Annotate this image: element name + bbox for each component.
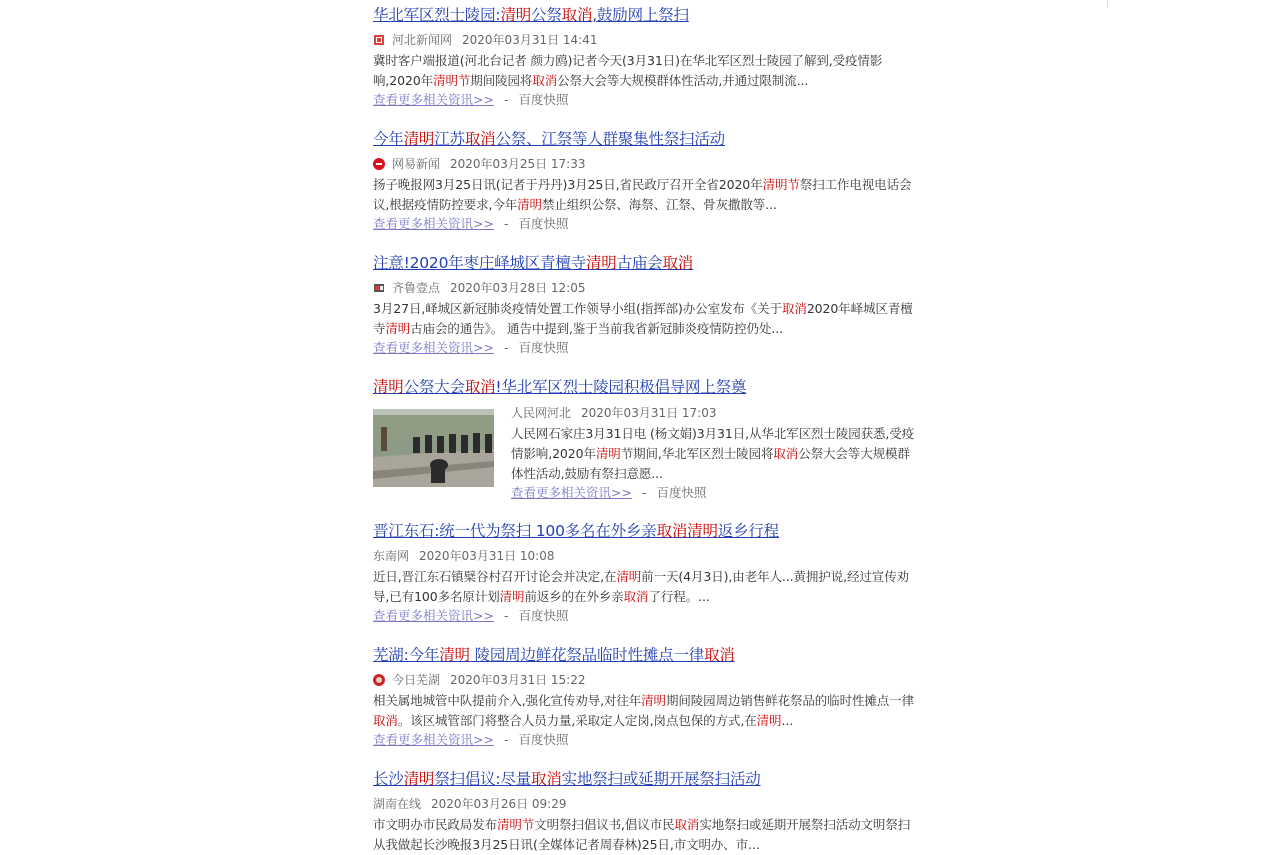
highlight-keyword: 清明 bbox=[595, 446, 621, 461]
result-links bbox=[373, 606, 918, 626]
source-name: 齐鲁壹点 bbox=[392, 281, 441, 295]
result-title-link[interactable] bbox=[373, 253, 918, 273]
text-segment: 公祭大会等大规模群体性活动,鼓励有祭扫意愿... bbox=[511, 446, 910, 481]
text-segment: 。该区城管部门将整合人员力量,采取定人定岗,岗点包保的方式,在 bbox=[397, 713, 757, 728]
result-links bbox=[373, 730, 918, 750]
netease-icon bbox=[373, 158, 385, 170]
more-news-link[interactable]: 查看更多相关资讯>> bbox=[373, 216, 494, 231]
result-title-link[interactable] bbox=[373, 377, 918, 397]
result-title-link[interactable] bbox=[373, 521, 918, 541]
wuhu-icon bbox=[373, 674, 385, 686]
text-segment: ,鼓励网上祭扫 bbox=[592, 6, 689, 24]
result-title-link[interactable] bbox=[373, 5, 918, 25]
result-meta bbox=[373, 796, 918, 812]
highlight-keyword: 清明节 bbox=[433, 73, 471, 88]
highlight-keyword: 取消 bbox=[561, 6, 593, 24]
publish-time: 2020年03月31日 17:03 bbox=[581, 406, 717, 420]
cemetery-photo-thumbnail[interactable] bbox=[373, 409, 494, 487]
link-separator: - bbox=[503, 92, 509, 107]
search-result bbox=[373, 253, 918, 358]
result-body bbox=[373, 405, 918, 503]
highlight-keyword: 清明 bbox=[641, 693, 666, 708]
search-result bbox=[373, 129, 918, 234]
source-name: 东南网 bbox=[373, 549, 410, 563]
highlight-keyword: 取消 bbox=[373, 713, 398, 728]
baidu-snapshot-link[interactable]: 百度快照 bbox=[518, 92, 569, 107]
text-segment: 芜湖:今年 bbox=[373, 646, 440, 664]
result-abstract bbox=[511, 424, 918, 484]
search-result bbox=[373, 645, 918, 750]
highlight-keyword: 取消 bbox=[662, 254, 694, 272]
source-name: 湖南在线 bbox=[373, 797, 422, 811]
text-segment: 江苏 bbox=[434, 130, 465, 148]
text-segment: 公祭 bbox=[531, 6, 562, 24]
text-segment: 前返乡的在外乡亲 bbox=[524, 589, 624, 604]
more-news-link[interactable]: 查看更多相关资讯>> bbox=[373, 732, 494, 747]
text-segment: 实地祭扫或延期开展祭扫活动文明祭扫 从我做起长沙晚报3月25日讯(全媒体记者周春林)25日,市文明办、市... bbox=[373, 817, 911, 852]
text-segment: 长沙 bbox=[373, 770, 404, 788]
link-separator: - bbox=[503, 608, 509, 623]
source-name: 河北新闻网 bbox=[392, 33, 453, 47]
result-meta bbox=[373, 548, 918, 564]
highlight-keyword: 取消 bbox=[773, 446, 799, 461]
result-abstract bbox=[373, 567, 918, 607]
highlight-keyword: 清明 bbox=[499, 589, 525, 604]
result-meta bbox=[511, 405, 918, 421]
highlight-keyword: 清明节 bbox=[497, 817, 535, 832]
highlight-keyword: 取消 bbox=[464, 130, 496, 148]
result-title-link[interactable] bbox=[373, 645, 918, 665]
more-news-link[interactable]: 查看更多相关资讯>> bbox=[511, 485, 632, 500]
highlight-keyword: 取消 bbox=[674, 817, 700, 832]
baidu-snapshot-link[interactable]: 百度快照 bbox=[656, 485, 707, 500]
text-segment: 晋江东石:统一代为祭扫 100多名在外乡亲 bbox=[373, 522, 657, 540]
search-result bbox=[373, 5, 918, 110]
qilu-icon bbox=[373, 282, 385, 294]
text-segment: 前一天(4月3日),由老年人...黄拥护说,经过宣传劝导,已有100多名原计划 bbox=[373, 569, 909, 604]
text-segment: 2020年峄城区青檀寺 bbox=[373, 301, 913, 336]
baidu-snapshot-link[interactable]: 百度快照 bbox=[518, 340, 569, 355]
highlight-keyword: 清明 bbox=[756, 713, 782, 728]
result-title-link[interactable] bbox=[373, 129, 918, 149]
link-separator: - bbox=[503, 732, 509, 747]
highlight-keyword: 取消 bbox=[782, 301, 807, 316]
source-name: 网易新闻 bbox=[392, 157, 441, 171]
publish-time: 2020年03月31日 14:41 bbox=[462, 33, 598, 47]
text-segment: 相关属地城管中队提前介入,强化宣传劝导,对往年 bbox=[373, 693, 642, 708]
highlight-keyword: 取消 bbox=[656, 522, 688, 540]
highlight-keyword: 清明 bbox=[500, 6, 532, 24]
text-segment: 了行程。... bbox=[648, 589, 710, 604]
publish-time: 2020年03月31日 10:08 bbox=[419, 549, 555, 563]
link-separator: - bbox=[503, 340, 509, 355]
result-abstract bbox=[373, 299, 918, 339]
result-abstract bbox=[373, 691, 918, 731]
text-segment: 返乡行程 bbox=[717, 522, 779, 540]
result-abstract bbox=[373, 175, 918, 215]
text-segment: 3月27日,峄城区新冠肺炎疫情处置工作领导小组(指挥部)办公室发布《关于 bbox=[373, 301, 782, 316]
text-segment: 节期间,华北军区烈士陵园将 bbox=[620, 446, 774, 461]
publish-time: 2020年03月31日 15:22 bbox=[450, 673, 586, 687]
result-abstract bbox=[373, 815, 918, 855]
highlight-keyword: 清明 bbox=[517, 197, 542, 212]
source-name: 人民网河北 bbox=[511, 406, 572, 420]
result-links bbox=[373, 338, 918, 358]
page-divider bbox=[1107, 0, 1108, 8]
source-name: 今日芜湖 bbox=[392, 673, 441, 687]
more-news-link[interactable]: 查看更多相关资讯>> bbox=[373, 340, 494, 355]
baidu-snapshot-link[interactable]: 百度快照 bbox=[518, 732, 569, 747]
text-segment: 今年 bbox=[373, 130, 404, 148]
search-result bbox=[373, 769, 918, 855]
publish-time: 2020年03月26日 09:29 bbox=[431, 797, 567, 811]
result-meta bbox=[373, 672, 918, 688]
search-result bbox=[373, 377, 918, 503]
link-separator: - bbox=[503, 216, 509, 231]
highlight-keyword: 清明 bbox=[585, 254, 617, 272]
highlight-keyword: 清明 bbox=[439, 646, 470, 664]
text-segment: 期间陵园周边销售鲜花祭品的临时性摊点一律 bbox=[665, 693, 914, 708]
text-segment: 公祭大会等大规模群体性活动,并通过限制流... bbox=[557, 73, 809, 88]
text-segment: 注意!2020年枣庄峄城区青檀寺 bbox=[373, 254, 586, 272]
publish-time: 2020年03月25日 17:33 bbox=[450, 157, 586, 171]
text-segment: 古庙会 bbox=[616, 254, 663, 272]
baidu-snapshot-link[interactable]: 百度快照 bbox=[518, 216, 569, 231]
result-links bbox=[373, 214, 918, 234]
baidu-snapshot-link[interactable]: 百度快照 bbox=[518, 608, 569, 623]
text-segment: 市文明办市民政局发布 bbox=[373, 817, 498, 832]
text-segment: 实地祭扫或延期开展祭扫活动 bbox=[561, 770, 761, 788]
highlight-keyword: 取消 bbox=[704, 646, 735, 664]
result-meta bbox=[373, 32, 918, 48]
text-segment: 古庙会的通告》。 通告中提到,鉴于当前我省新冠肺炎疫情防控仍处... bbox=[410, 321, 783, 336]
result-meta bbox=[373, 156, 918, 172]
highlight-keyword: 取消 bbox=[531, 770, 562, 788]
result-abstract bbox=[373, 51, 918, 91]
text-segment: ... bbox=[781, 713, 794, 728]
hebei-news-icon bbox=[373, 34, 385, 46]
text-segment: 华北军区烈士陵园: bbox=[373, 6, 501, 24]
publish-time: 2020年03月28日 12:05 bbox=[450, 281, 586, 295]
text-segment: 期间陵园将 bbox=[470, 73, 533, 88]
text-segment: 禁止组织公祭、海祭、江祭、骨灰撒散等... bbox=[541, 197, 777, 212]
result-links bbox=[373, 90, 918, 110]
result-title-link[interactable] bbox=[373, 769, 918, 789]
more-news-link[interactable]: 查看更多相关资讯>> bbox=[373, 608, 494, 623]
text-segment: 祭扫倡议:尽量 bbox=[434, 770, 532, 788]
highlight-keyword: 清明 bbox=[403, 770, 435, 788]
result-text bbox=[511, 405, 918, 503]
highlight-keyword: 取消 bbox=[464, 378, 496, 396]
highlight-keyword: 清明 bbox=[373, 378, 404, 396]
text-segment: 公祭大会 bbox=[403, 378, 465, 396]
text-segment: 人民网石家庄3月31日电 (杨文娟)3月31日,从华北军区烈士陵园获悉,受疫情影响,2020年 bbox=[511, 426, 915, 461]
highlight-keyword: 清明 bbox=[616, 569, 642, 584]
text-segment: 文明祭扫倡议书,倡议市民 bbox=[534, 817, 675, 832]
more-news-link[interactable]: 查看更多相关资讯>> bbox=[373, 92, 494, 107]
highlight-keyword: 取消 bbox=[623, 589, 649, 604]
highlight-keyword: 清明 bbox=[687, 522, 718, 540]
text-segment: 扬子晚报网3月25日讯(记者于丹丹)3月25日,省民政厅召开全省2020年 bbox=[373, 177, 763, 192]
highlight-keyword: 取消 bbox=[532, 73, 558, 88]
result-links bbox=[511, 483, 918, 503]
text-segment: 祭扫工作电视电话会议,根据疫情防控要求,今年 bbox=[373, 177, 912, 212]
result-meta bbox=[373, 280, 918, 296]
search-result bbox=[373, 521, 918, 626]
highlight-keyword: 清明节 bbox=[762, 177, 800, 192]
text-segment: !华北军区烈士陵园积极倡导网上祭奠 bbox=[495, 378, 747, 396]
text-segment: 公祭、江祭等人群聚集性祭扫活动 bbox=[495, 130, 725, 148]
text-segment: 陵园周边鲜花祭品临时性摊点一律 bbox=[469, 646, 705, 664]
text-segment: 冀时客户端报道(河北台记者 颜力鸥)记者今天(3月31日)在华北军区烈士陵园了解到,受疫情影响,2020年 bbox=[373, 53, 883, 88]
highlight-keyword: 清明 bbox=[403, 130, 435, 148]
highlight-keyword: 清明 bbox=[385, 321, 411, 336]
text-segment: 近日,晋江东石镇檗谷村召开讨论会并决定,在 bbox=[373, 569, 617, 584]
link-separator: - bbox=[641, 485, 647, 500]
